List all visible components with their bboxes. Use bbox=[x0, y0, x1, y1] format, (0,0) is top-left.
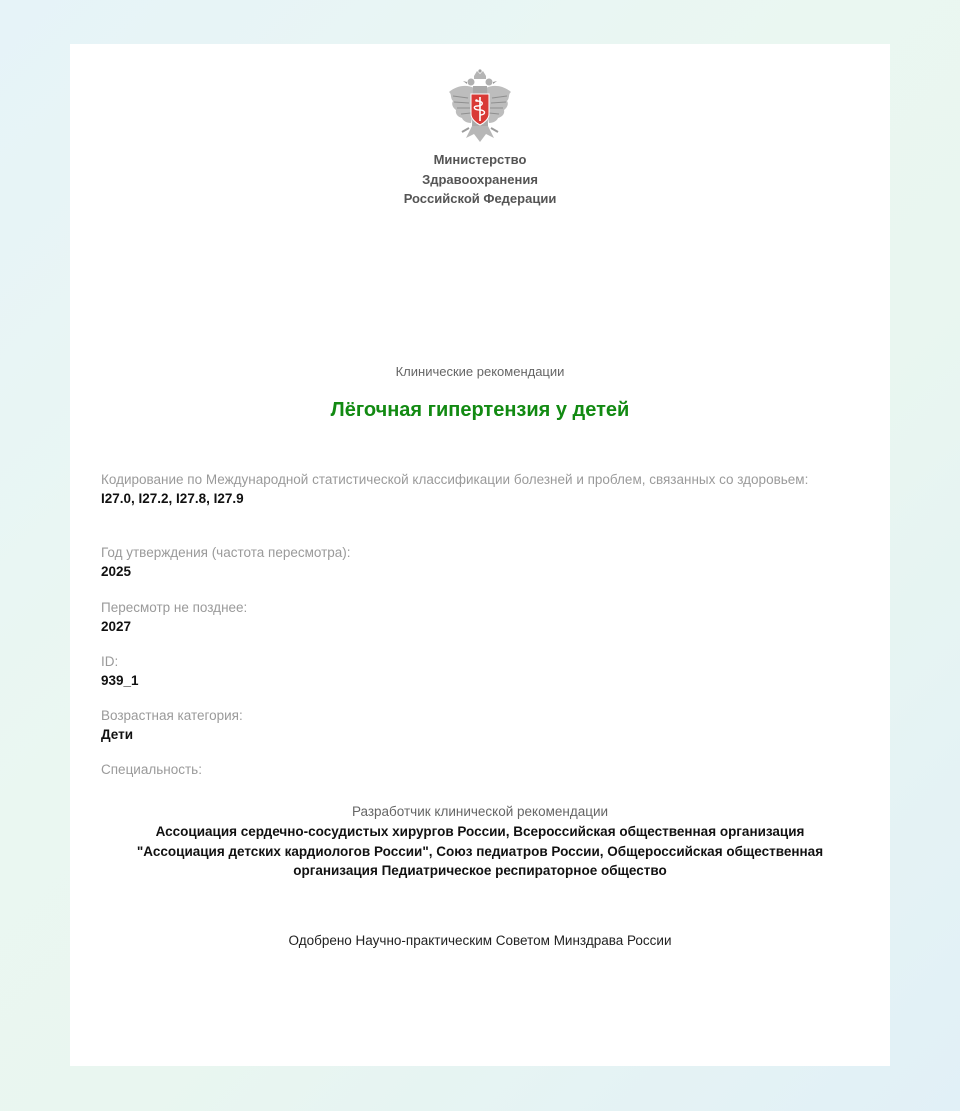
field-value: Дети bbox=[101, 727, 134, 742]
field-icd bbox=[101, 470, 821, 508]
field-label: ID: bbox=[101, 654, 119, 669]
approval-note: Одобрено Научно-практическим Советом Минздрава России bbox=[288, 933, 672, 948]
ministry-header bbox=[70, 68, 890, 209]
field-label: Кодирование по Международной статистической классификации болезней и проблем, связанных со здоровьем: bbox=[101, 472, 809, 487]
field-value: 939_1 bbox=[101, 673, 139, 688]
document-sheet bbox=[70, 44, 890, 1066]
field-label: Год утверждения (частота пересмотра): bbox=[101, 545, 351, 560]
field-label: Специальность: bbox=[101, 762, 202, 777]
ministry-name bbox=[70, 150, 890, 209]
developer-label: Разработчик клинической рекомендации bbox=[351, 804, 609, 819]
document-type: Клинические рекомендации bbox=[395, 364, 565, 379]
field-value: I27.0, I27.2, I27.8, I27.9 bbox=[101, 491, 244, 506]
ministry-name-line: Министерство bbox=[433, 152, 527, 167]
document-title: Лёгочная гипертензия у детей bbox=[330, 399, 630, 421]
field-id bbox=[101, 652, 139, 690]
field-value: 2025 bbox=[101, 564, 132, 579]
field-value: 2027 bbox=[101, 619, 132, 634]
developer-organizations: Ассоциация сердечно-сосудистых хирургов России, Всероссийская общественная организация "Ассоциация детских кардиологов России", Союз педиатров России, Общероссийская общественная организация Педиатрическое респираторное общество bbox=[136, 824, 824, 878]
field-age bbox=[101, 706, 243, 744]
coat-of-arms-icon bbox=[444, 68, 516, 148]
ministry-name-line: Российской Федерации bbox=[403, 191, 557, 206]
developer-section bbox=[110, 802, 850, 881]
field-year bbox=[101, 543, 351, 581]
field-review bbox=[101, 598, 247, 636]
field-label: Возрастная категория: bbox=[101, 708, 243, 723]
field-label: Пересмотр не позднее: bbox=[101, 600, 248, 615]
ministry-name-line: Здравоохранения bbox=[422, 171, 538, 187]
field-specialty bbox=[101, 760, 202, 779]
